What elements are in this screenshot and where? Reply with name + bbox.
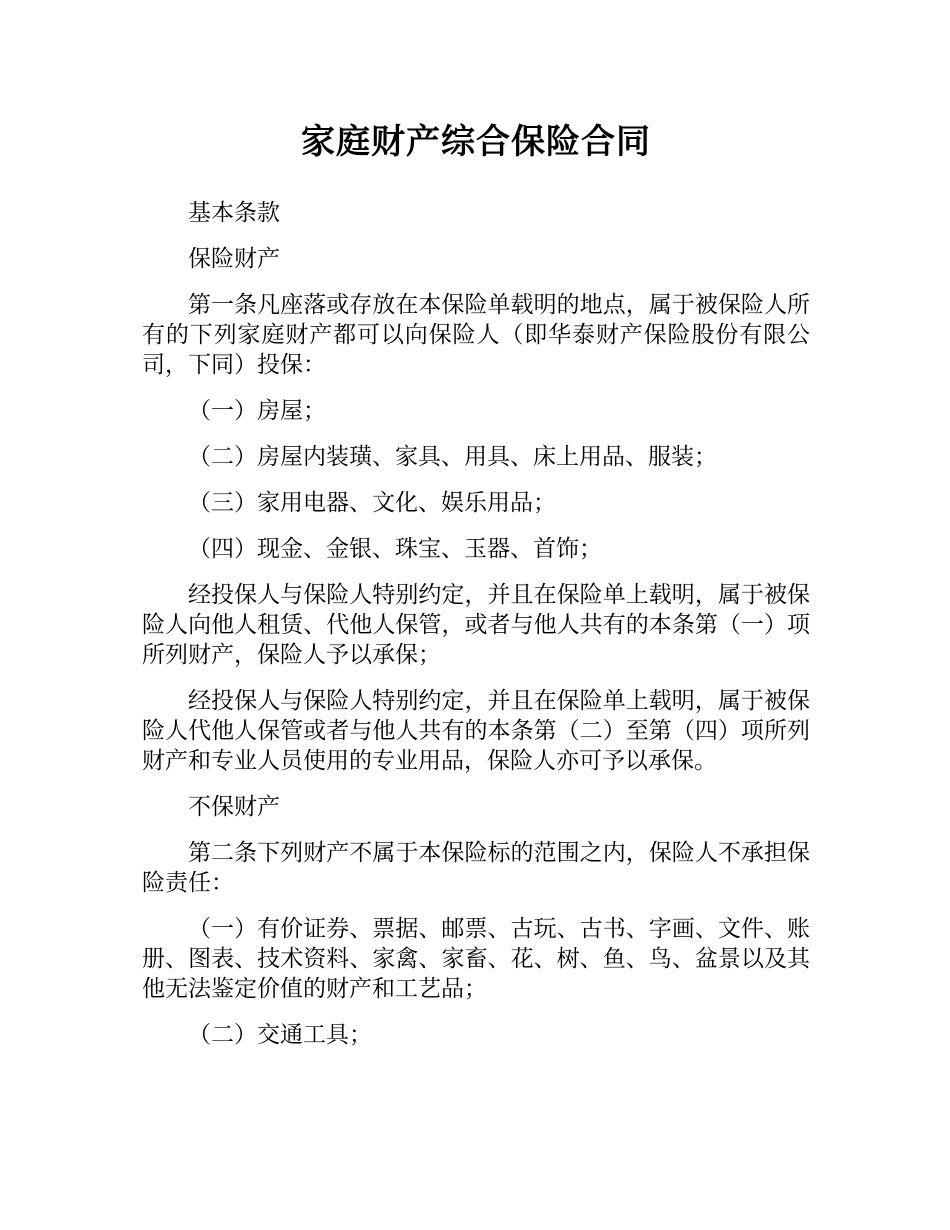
article-1-special-agreement-2: 经投保人与保险人特别约定，并且在保险单上载明，属于被保险人代他人保管或者与他人共有的本条第（二）至第（四）项所列财产和专业人员使用的专业用品，保险人亦可予以承保。	[142, 688, 810, 774]
article-1-item-4: （四）现金、金银、珠宝、玉器、首饰；	[188, 536, 602, 562]
article-2-item-2: （二）交通工具；	[188, 1022, 372, 1048]
section-heading-insured-property: 保险财产	[188, 246, 280, 272]
document-title: 家庭财产综合保险合同	[301, 122, 651, 162]
section-heading-basic-terms: 基本条款	[188, 200, 280, 226]
article-2-item-1: （一）有价证券、票据、邮票、古玩、古书、字画、文件、账册、图表、技术资料、家禽、家畜、花、树、鱼、鸟、盆景以及其他无法鉴定价值的财产和工艺品；	[142, 916, 810, 1002]
article-1-paragraph: 第一条凡座落或存放在本保险单载明的地点，属于被保险人所有的下列家庭财产都可以向保险人（即华泰财产保险股份有限公司，下同）投保：	[142, 292, 810, 378]
article-1-item-2: （二）房屋内装璜、家具、用具、床上用品、服装；	[188, 444, 717, 470]
article-1-special-agreement-1: 经投保人与保险人特别约定，并且在保险单上载明，属于被保险人向他人租赁、代他人保管，或者与他人共有的本条第（一）项所列财产，保险人予以承保；	[142, 582, 810, 668]
article-1-item-3: （三）家用电器、文化、娱乐用品；	[188, 490, 556, 516]
article-1-item-1: （一）房屋；	[188, 398, 326, 424]
article-2-paragraph: 第二条下列财产不属于本保险标的范围之内，保险人不承担保险责任：	[142, 840, 810, 896]
section-heading-excluded-property: 不保财产	[188, 794, 280, 820]
document-body	[142, 198, 810, 1050]
